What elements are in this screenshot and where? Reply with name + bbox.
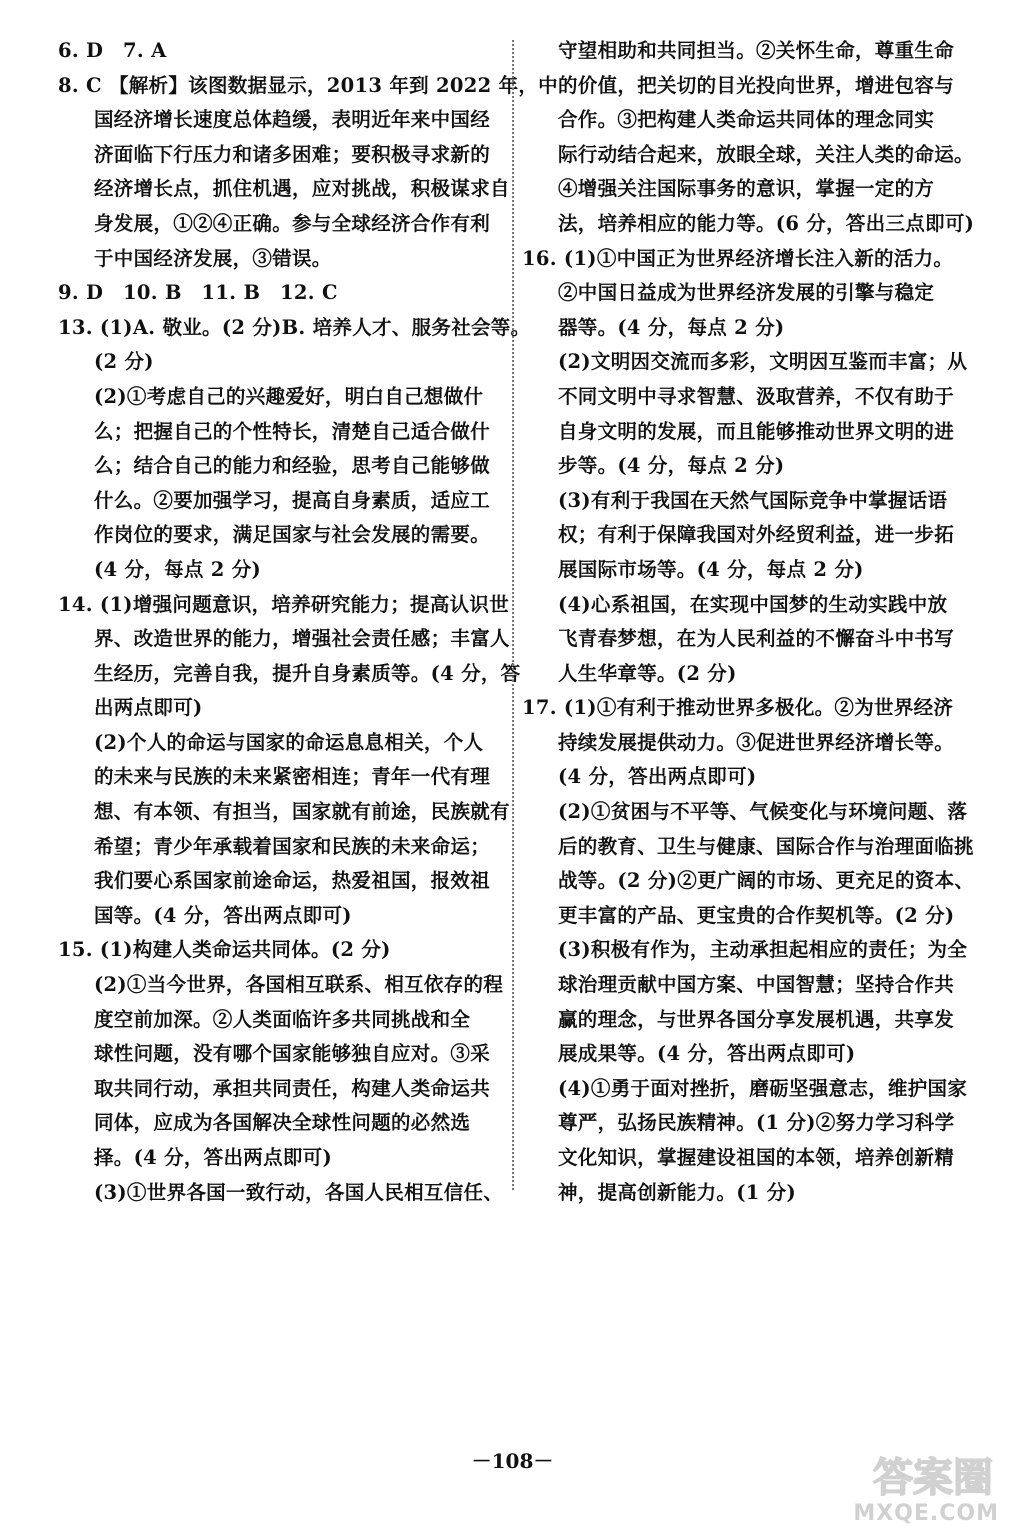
- text-line: 文化知识，掌握建设祖国的本领，培养创新精: [558, 1146, 955, 1169]
- text-line: (2 分): [94, 350, 154, 374]
- text-line: 身发展，①②④正确。参与全球经济合作有利: [94, 211, 491, 235]
- text-line: 人生华章等。(2 分): [558, 661, 737, 685]
- text-line: (2)①当今世界，各国相互联系、相互依存的程: [94, 973, 504, 997]
- text-line: 神，提高创新能力。(1 分): [558, 1180, 797, 1204]
- text-line: 球性问题，没有哪个国家能够独自应对。③采: [94, 1042, 491, 1066]
- text-line: 飞青春梦想，在为人民利益的不懈奋斗中书写: [558, 627, 955, 651]
- text-line: 自身文明的发展，而且能够推动世界文明的进: [558, 419, 955, 443]
- text-line: ④增强关注国际事务的意识，掌握一定的方: [558, 177, 935, 201]
- text-line: 国经济增长速度总体趋缓，表明近年来中国经: [94, 108, 491, 132]
- text-line: ②中国日益成为世界经济发展的引擎与稳定: [558, 281, 935, 305]
- text-line: 出两点即可): [94, 696, 203, 720]
- text-line: 么；结合自己的能力和经验，思考自己能够做: [94, 454, 491, 478]
- text-line: (4)心系祖国，在实现中国梦的生动实践中放: [558, 592, 948, 616]
- text-line: 什么。②要加强学习，提高自身素质，适应工: [94, 488, 491, 512]
- text-line: 择。(4 分，答出两点即可): [94, 1146, 333, 1169]
- text-line: 界、改造世界的能力，增强社会责任感；丰富人: [94, 627, 510, 651]
- text-line: 我们要心系国家前途命运，热爱祖国，报效祖: [94, 869, 491, 893]
- watermark-logo: [853, 1444, 1003, 1530]
- text-line: 么；把握自己的个性特长，清楚自己适合做什: [94, 419, 491, 443]
- watermark-chars: 答案圈: [873, 1455, 993, 1501]
- text-line: 法，培养相应的能力等。(6 分，答出三点即可): [558, 211, 975, 235]
- text-line: (2)①考虑自己的兴趣爱好，明白自己想做什: [94, 384, 484, 408]
- text-line: 15. (1)构建人类命运共同体。(2 分): [58, 938, 391, 962]
- text-line: (2)个人的命运与国家的命运息息相关，个人: [94, 730, 484, 754]
- left-column: [58, 34, 558, 1210]
- text-line: 权；有利于保障我国对外经贸利益，进一步拓: [558, 523, 955, 547]
- text-line: 8. C 【解析】该图数据显示，2013 年到 2022 年，中: [58, 73, 558, 97]
- text-line: 际行动结合起来，放眼全球，关注人类的命运。: [558, 142, 974, 166]
- text-line: 战等。(2 分)②更广阔的市场、更充足的资本、: [558, 869, 975, 893]
- text-line: 后的教育、卫生与健康、国际合作与治理面临挑: [558, 834, 974, 858]
- text-line: 取共同行动，承担共同责任，构建人类命运共: [94, 1076, 491, 1100]
- text-line: 希望；青少年承载着国家和民族的未来命运；: [94, 834, 491, 858]
- text-line: 6. D 7. A: [58, 39, 167, 62]
- text-line: 不同文明中寻求智慧、汲取营养，不仅有助于: [558, 384, 955, 408]
- page-number: －108－: [471, 1449, 554, 1473]
- text-line: 想、有本领、有担当，国家就有前途，民族就有: [94, 800, 510, 824]
- text-line: 生经历，完善自我，提升自身素质等。(4 分，答: [94, 661, 521, 685]
- text-line: 的价值，把关切的目光投向世界，增进包容与: [558, 73, 955, 97]
- column-divider: [512, 40, 514, 1190]
- text-line: (4)①勇于面对挫折，磨砺坚强意志，维护国家: [558, 1076, 968, 1100]
- text-line: (4 分，答出两点即可): [558, 765, 757, 789]
- text-line: 14. (1)增强问题意识，培养研究能力；提高认识世: [58, 592, 510, 616]
- text-line: (2)①贫困与不平等、气候变化与环境问题、落: [558, 800, 968, 824]
- text-line: 9. D 10. B 11. B 12. C: [58, 281, 338, 305]
- text-line: (2)文明因交流而多彩，文明因互鉴而丰富；从: [558, 350, 968, 374]
- text-line: 器等。(4 分，每点 2 分): [558, 315, 785, 339]
- text-line: 的未来与民族的未来紧密相连；青年一代有理: [94, 765, 491, 789]
- text-line: 度空前加深。②人类面临许多共同挑战和全: [94, 1007, 471, 1031]
- text-line: (4 分，每点 2 分): [94, 557, 262, 581]
- text-line: 持续发展提供动力。③促进世界经济增长等。: [558, 730, 955, 754]
- text-line: 守望相助和共同担当。②关怀生命，尊重生命: [558, 39, 955, 62]
- right-column: [522, 34, 975, 1210]
- text-line: 作岗位的要求，满足国家与社会发展的需要。: [94, 523, 491, 547]
- text-line: 展国际市场等。(4 分，每点 2 分): [558, 557, 864, 581]
- text-line: 于中国经济发展，③错误。: [94, 246, 332, 270]
- text-line: 同体，应成为各国解决全球性问题的必然选: [94, 1111, 471, 1135]
- text-line: 17. (1)①有利于推动世界多极化。②为世界经济: [522, 696, 954, 720]
- watermark-site: MXQE.COM: [853, 1501, 999, 1526]
- text-line: 13. (1)A. 敬业。(2 分)B. 培养人才、服务社会等。: [58, 315, 531, 339]
- text-line: 更丰富的产品、更宝贵的合作契机等。(2 分): [558, 903, 955, 927]
- text-line: (3)有利于我国在天然气国际竞争中掌握话语: [558, 488, 948, 512]
- text-line: 济面临下行压力和诸多困难；要积极寻求新的: [94, 142, 491, 166]
- text-line: (3)积极有作为，主动承担起相应的责任；为全: [558, 938, 968, 962]
- text-line: 合作。③把构建人类命运共同体的理念同实: [558, 108, 935, 132]
- text-line: 经济增长点，抓住机遇，应对挑战，积极谋求自: [94, 177, 510, 201]
- text-line: 步等。(4 分，每点 2 分): [558, 454, 785, 478]
- text-line: 16. (1)①中国正为世界经济增长注入新的活力。: [522, 246, 954, 270]
- text-line: 赢的理念，与世界各国分享发展机遇，共享发: [558, 1007, 955, 1031]
- text-line: 展成果等。(4 分，答出两点即可): [558, 1042, 856, 1066]
- text-line: 球治理贡献中国方案、中国智慧；坚持合作共: [558, 973, 955, 997]
- text-line: (3)①世界各国一致行动，各国人民相互信任、: [94, 1180, 504, 1204]
- text-line: 尊严，弘扬民族精神。(1 分)②努力学习科学: [558, 1111, 955, 1135]
- text-line: 国等。(4 分，答出两点即可): [94, 903, 352, 927]
